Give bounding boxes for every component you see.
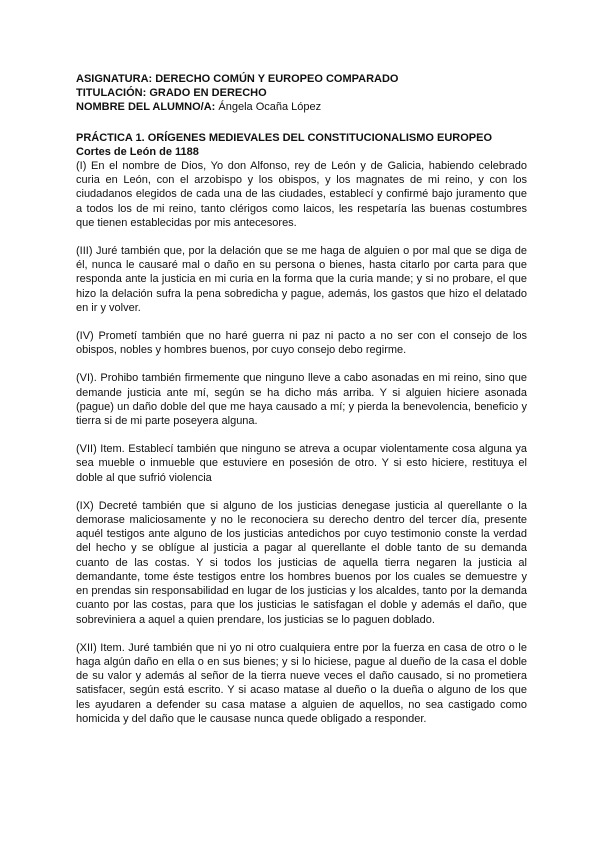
paragraph-vi: (VI). Prohibo también firmemente que ninguno lleve a cabo asonadas en mi reino, sino que demande justicia ante mí, según se ha dicho más arriba. Y si alguien hiciere asonada (pague) un daño doble del que me haya causado a mí; y pierda la benevolencia, beneficio y tierra si de mi parte poseyera alguna. (76, 372, 527, 428)
student-name: Ángela Ocaña López (218, 101, 322, 114)
paragraphs (76, 159, 527, 726)
practice-title: PRÁCTICA 1. ORÍGENES MEDIEVALES DEL CONSTITUCIONALISMO EUROPEO (76, 131, 493, 144)
paragraph-iv: (IV) Prometí también que no haré guerra ni paz ni pacto a no ser con el consejo de los obispos, nobles y hombres buenos, por cuyo consejo debo regirme. (76, 330, 527, 357)
paragraph-iii: (III) Juré también que, por la delación que se me haga de alguien o por mal que se diga de él, nunca le causaré mal o daño en su persona o bienes, hasta citarlo por carta para que responda ante la justicia en mi curia en la forma que la curia mande; y si no probare, el que hizo la delación sufra la pena sobredicha y pague, además, los gastos que hizo el delatado en ir y volver. (76, 245, 527, 314)
subject-heading: ASIGNATURA: DERECHO COMÚN Y EUROPEO COMPARADO (76, 73, 399, 85)
paragraph-xii: (XII) Item. Juré también que ni yo ni otro cualquiera entre por la fuerza en casa de otro o le haga algún daño en ella o en sus bienes; y si lo hiciese, pague al dueño de la casa el doble de su valor y además al señor de la tierra nueve veces el daño causado, si no prometiera satisfacer, según está escrito. Y si acaso matase al dueño o la dueña o alguno de los que les ayudaren a defender su casa matase a alguien de aquellos, no sea castigado como homicida y del daño que le causase nunca quede obligado a responder. (76, 641, 527, 725)
document-page (76, 72, 527, 726)
student-label: NOMBRE DEL ALUMNO/A: (76, 101, 216, 114)
paragraph-ix: (IX) Decreté también que si alguno de los justicias denegase justicia al querellante o la demorase maliciosamente y no le reconociera su derecho dentro del tercer día, presente aquél testigos ante alguno de los justicias antedichos por cuyo testimonio conste la verdad del hecho y se oblígue al justicia a pagar al querellante el doble tanto de su demanda cuanto de las costas. Y si todos los justicias de aquella tierra negaren la justicia al demandante, tome éste testigos entre los hombres buenos por los cuales se demuestre y en prendas sin responsabilidad en lugar de los justicias y los alcaldes, tanto por la demanda cuanto por las costas, para que los justicias le satisfagan el doble y además el daño, que sobreviniera a aquel a quien prendare, los justicias se lo paguen doblado. (76, 499, 527, 626)
student-line (76, 100, 527, 114)
paragraph-i: (I) En el nombre de Dios, Yo don Alfonso, rey de León y de Galicia, habiendo celebrado curia en León, con el arzobispo y los obispos, y los magnates de mi reino, y con los ciudadanos elegidos de cada una de las ciudades, establecí y confirmé bajo juramento que a todos los de mi reino, tanto clérigos como laicos, les respetaría las buenas costumbres que tienen establecidas por mis antecesores. (76, 160, 527, 229)
practice-subtitle: Cortes de León de 1188 (76, 145, 199, 158)
paragraph-vii: (VII) Item. Establecí también que ninguno se atreva a ocupar violentamente cosa alguna ya sea mueble o inmueble que estuviere en posesión de otro. Y si esto hiciere, restituya el doble al que sufrió violencia (76, 443, 527, 484)
degree-heading: TITULACIÓN: GRADO EN DERECHO (76, 87, 267, 100)
